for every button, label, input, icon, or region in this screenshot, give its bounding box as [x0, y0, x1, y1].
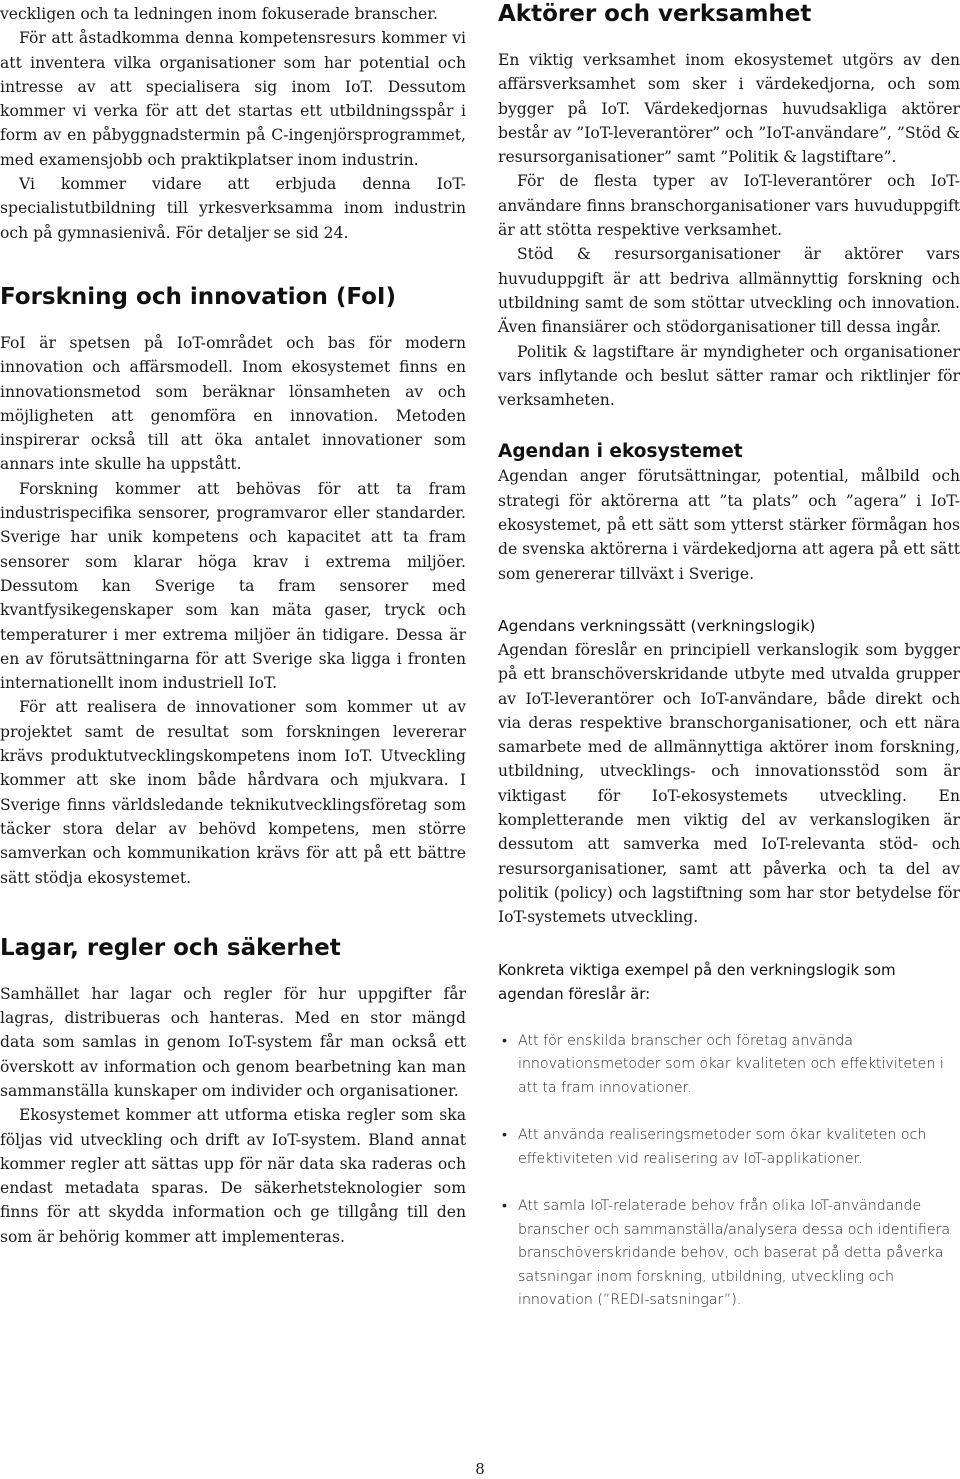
- list-item-text: Att för enskilda branscher och företag använda innovationsmetoder som ökar kvaliteten och effektiviteten i att ta fram innovationer.: [518, 1032, 944, 1096]
- heading-foi: Forskning och innovation (FoI): [0, 283, 396, 310]
- list-item: [498, 1195, 960, 1313]
- paragraph-laws-2: Ekosystemet kommer att utforma etiska regler som ska följas vid utveckling och drift av IoT-system. Bland annat kommer regler att sättas upp för när data ska raderas och endast metadata sparas. De säkerhetsteknologier som finns för att skydda information och ge tillgång till den som är behörig kommer att implementeras.: [0, 1106, 466, 1246]
- paragraph-actors-1: En viktig verksamhet inom ekosystemet utgörs av den affärsverksamhet som sker i värdekedjorna, och som bygger på IoT. Värdekedjornas huvudsakliga aktörer består av ”IoT-leverantörer” och ”IoT-användare”, ”Stöd & resursorganisationer” samt ”Politik & lagstiftare”.: [498, 51, 960, 167]
- left-column: [0, 0, 466, 1249]
- bullet-icon: •: [502, 1127, 507, 1143]
- paragraph-operating-logic: Agendan föreslår en principiell verkanslogik som bygger på ett branschöverskridande utbyte med utvalda grupper av IoT-leverantörer och IoT-användare, både direkt och via deras respektive branschorganisationer, och ett nära samarbete med de allmännyttiga aktörer inom forskning, utbildning, utvecklings- och innovationsstöd som är viktigast för IoT-ekosystemets utveckling. En kompletterande men viktig del av verkanslogiken är dessutom att samverka med IoT-relevanta stöd- och resursorganisationer, samt att påverka och ta del av politik (policy) och lagstiftning som har stor betydelse för IoT-systemets utveckling.: [498, 640, 960, 927]
- paragraph-actors-3: Stöd & resursorganisationer är aktörer vars huvuduppgift är att bedriva allmännyttig forskning och utbildning samt de som stöttar utveckling och innovation. Även finansiärer och stödorganisationer till dessa ingår.: [498, 245, 960, 337]
- right-column: [498, 0, 960, 1313]
- paragraph-specialist-education: Vi kommer vidare att erbjuda denna IoT-specialistutbildning till yrkesverksamma inom industrin och på gymnasienivå. För detaljer se sid 24.: [0, 175, 466, 242]
- paragraph-agenda: Agendan anger förutsättningar, potential, målbild och strategi för aktörerna att ”ta plats” och ”agera” i IoT-ekosystemet, på ett sätt som ytterst stärker förmågan hos de svenska aktörerna i värdekedjorna att agera på ett sätt som genererar tillväxt i Sverige.: [498, 467, 960, 583]
- paragraph-laws-1: Samhället har lagar och regler för hur uppgifter får lagras, distribueras och hanteras. Med en stor mängd data som samlas in genom IoT-system får man också ett överskott av information och genom bearbetning kan man sammanställa kunskaper om individer och organisationer.: [0, 984, 466, 1100]
- paragraph-actors-4: Politik & lagstiftare är myndigheter och organisationer vars inflytande och beslut sätter ramar och riktlinjer för verksamheten.: [498, 342, 960, 410]
- heading-laws: Lagar, regler och säkerhet: [0, 934, 341, 961]
- heading-actors: Aktörer och verksamhet: [498, 1, 812, 27]
- paragraph-foi-1: FoI är spetsen på IoT-området och bas för modern innovation och affärsmodell. Inom ekosystemet finns en innovationsmetod som beräknar lönsamheten av och möjligheten att genomföra en innovation. Metoden inspirerar också till att öka antalet innovationer som annars inte skulle ha uppstått.: [0, 333, 466, 474]
- paragraph-continued: veckligen och ta ledningen inom fokuserade branscher.: [0, 5, 438, 23]
- page-number: 8: [475, 1460, 485, 1478]
- paragraph-foi-3: För att realisera de innovationer som kommer ut av projektet samt de resultat som forskningen levererar krävs produktutvecklingskompetens inom IoT. Utveckling kommer att ske inom både hårdvara och mjukvara. I Sverige finns världsledande teknikutvecklingsföretag som täcker stora delar av behövd kompetens, men större samverkan och kommunikation krävs för att på ett bättre sätt stödja ekosystemet.: [0, 698, 466, 887]
- examples-list: [498, 1030, 960, 1313]
- examples-intro: Konkreta viktiga exempel på den verkningslogik som agendan föreslår är:: [498, 960, 896, 1003]
- bullet-icon: •: [502, 1198, 507, 1214]
- paragraph-foi-2: Forskning kommer att behövas för att ta fram industrispecifika sensorer, programvaror eller standarder. Sverige har unik kompetens och kapacitet att ta fram sensorer som klarar höga krav i extrema miljöer. Dessutom kan Sverige ta fram sensorer med kvantfysikegenskaper som kan mäta gaser, tryck och temperaturer i mer extrema miljöer än tidigare. Dessa är en av förutsättningarna för att Sverige ska ligga i fronten internationellt inom industriell IoT.: [0, 479, 466, 693]
- list-item: [498, 1030, 960, 1101]
- list-item-text: Att samla IoT-relaterade behov från olika IoT-användande branscher och sammanställa/analysera dessa och identifiera branschöverskridande behov, och baserat på detta påverka satsningar inom forskning, utbildning, utveckling och innovation (”REDI-satsningar”).: [518, 1198, 951, 1308]
- heading-agenda: Agendan i ekosystemet: [498, 441, 743, 463]
- paragraph-actors-2: För de flesta typer av IoT-leverantörer och IoT-användare finns branschorganisationer vars huvuduppgift är att stötta respektive verksamhet.: [498, 172, 960, 240]
- list-item: [498, 1124, 960, 1171]
- bullet-icon: •: [502, 1032, 507, 1049]
- list-item-text: Att använda realiseringsmetoder som ökar kvaliteten och effektiviteten vid realisering av IoT-applikationer.: [518, 1127, 927, 1167]
- heading-operating-logic: Agendans verkningssätt (verkningslogik): [498, 616, 816, 635]
- paragraph-competence: För att åstadkomma denna kompetensresurs kommer vi att inventera vilka organisationer som har potential och intresse av att specialisera sig inom IoT. Dessutom kommer vi verka för att det startas ett utbildningsspår i form av en påbyggnadstermin på C-ingenjörsprogrammet, med examensjobb och praktikplatser inom industrin.: [0, 29, 466, 169]
